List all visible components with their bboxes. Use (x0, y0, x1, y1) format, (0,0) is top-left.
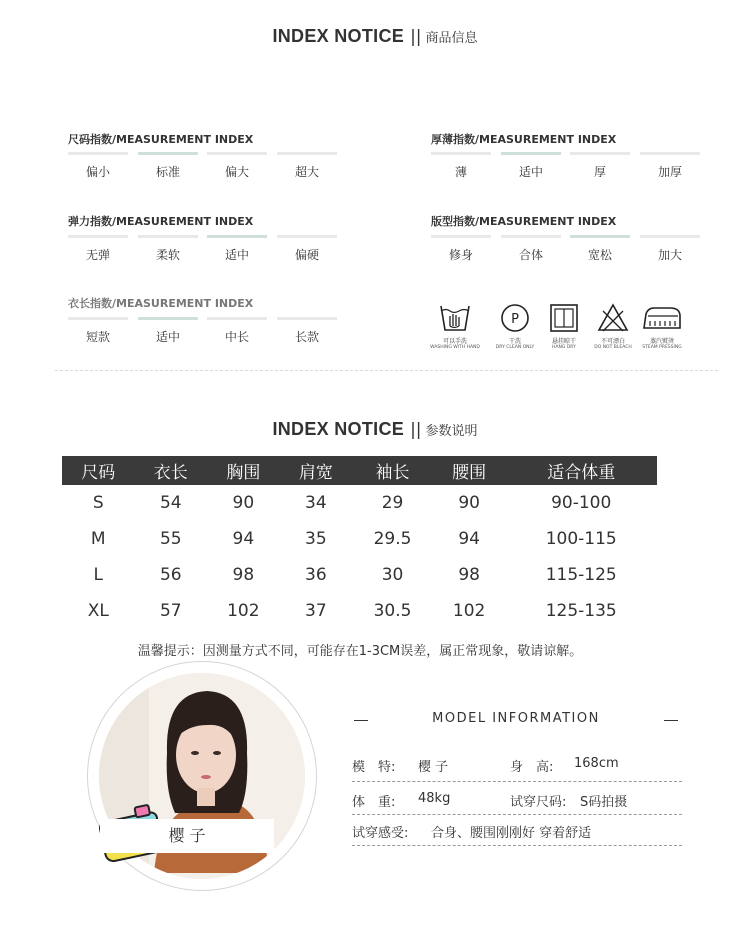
model-name-caption: 樱 子 (100, 819, 274, 853)
column-header: 胸围 (207, 456, 280, 485)
row-divider (352, 845, 682, 846)
section-divider (55, 370, 718, 371)
table-row (62, 485, 657, 521)
table-cell: 125-135 (545, 601, 617, 621)
care-label-en: WASHING WITH HAND (430, 345, 480, 350)
table-row (62, 521, 657, 557)
table-cell: 56 (159, 565, 182, 585)
care-label-en: DRY CLEAN ONLY (495, 345, 535, 350)
section-title-product-info (0, 26, 750, 47)
hand-wash-icon (438, 302, 472, 334)
model-value: 樱 子 (418, 760, 449, 775)
size-value: S码拍摄 (580, 795, 628, 810)
dry-clean-icon (498, 302, 532, 334)
care-label-cn: 不可漂白 (600, 338, 625, 345)
index-option-selected: 适中 (138, 317, 198, 345)
height-value: 168cm (574, 756, 619, 771)
table-row (62, 557, 657, 593)
care-label-en: STEAM PRESSING (642, 345, 682, 350)
index-label: 版型指数/MEASUREMENT INDEX (431, 215, 617, 228)
index-option: 偏硬 (277, 235, 337, 263)
index-option: 偏大 (207, 152, 267, 180)
index-option-selected: 适中 (501, 152, 561, 180)
column-header: 肩宽 (280, 456, 353, 485)
table-cell: S (92, 493, 104, 513)
no-bleach-icon (596, 302, 630, 334)
index-option: 超大 (277, 152, 337, 180)
table-cell: 30.5 (373, 601, 412, 621)
column-header: 袖长 (352, 456, 433, 485)
table-cell: L (93, 565, 103, 585)
table-cell: 34 (305, 493, 327, 513)
table-header-row (62, 456, 657, 485)
table-cell: M (90, 529, 106, 549)
title-en: INDEX NOTICE (272, 26, 405, 46)
index-option: 加大 (640, 235, 700, 263)
table-cell: 29 (381, 493, 404, 513)
table-cell: XL (87, 601, 109, 621)
table-cell: 98 (232, 565, 255, 585)
table-cell: 54 (159, 493, 182, 513)
table-cell: 94 (232, 529, 255, 549)
column-header: 衣长 (135, 456, 208, 485)
table-cell: 115-125 (545, 565, 617, 585)
care-label-en: DO NOT BLEACH (594, 345, 632, 350)
column-header: 尺码 (62, 456, 135, 485)
care-hand-wash (423, 302, 487, 350)
table-cell: 90-100 (551, 493, 612, 513)
weight-label: 体 重: (352, 795, 396, 810)
model-photo-frame (87, 661, 317, 891)
table-cell: 36 (305, 565, 327, 585)
index-option-selected: 适中 (207, 235, 267, 263)
index-elasticity (68, 213, 319, 262)
title-separator: || (410, 420, 422, 440)
index-option: 偏小 (68, 152, 128, 180)
heading-dash-right (664, 720, 678, 721)
table-cell: 37 (305, 601, 327, 621)
feel-value: 合身、腰围刚刚好 穿着舒适 (431, 826, 592, 841)
title-en: INDEX NOTICE (272, 419, 405, 439)
table-cell: 98 (458, 565, 480, 585)
height-label: 身 高: (510, 760, 554, 775)
index-option: 柔软 (138, 235, 198, 263)
care-label-en: HANG DRY (552, 345, 576, 350)
table-cell: 94 (458, 529, 480, 549)
care-steam-iron (630, 302, 694, 350)
index-option: 修身 (431, 235, 491, 263)
table-cell: 102 (452, 601, 486, 621)
care-label-cn: 蒸汽熨烫 (649, 338, 674, 345)
index-label: 弹力指数/MEASUREMENT INDEX (68, 215, 254, 228)
table-cell: 102 (227, 601, 260, 621)
model-info-title: MODEL INFORMATION (432, 711, 600, 726)
model-label: 模 特: (352, 760, 396, 775)
index-option: 加厚 (640, 152, 700, 180)
index-length (68, 295, 319, 344)
title-cn: 参数说明 (425, 424, 478, 439)
table-cell: 35 (305, 529, 327, 549)
index-label: 厚薄指数/MEASUREMENT INDEX (431, 133, 617, 146)
index-option: 长款 (277, 317, 337, 345)
index-thickness (431, 131, 682, 179)
measurement-notice: 温馨提示：因测量方式不同，可能存在1-3CM误差，属正常现象，敬请谅解。 (137, 644, 583, 659)
table-cell: 30 (381, 565, 404, 585)
index-label: 尺码指数/MEASUREMENT INDEX (68, 133, 254, 146)
index-option: 薄 (431, 152, 491, 180)
table-cell: 55 (159, 529, 182, 549)
table-cell: 90 (458, 493, 480, 513)
index-option: 短款 (68, 317, 128, 345)
table-cell: 100-115 (545, 529, 617, 549)
care-label-cn: 干洗 (508, 338, 521, 345)
title-cn: 商品信息 (425, 31, 478, 46)
index-option: 合体 (501, 235, 561, 263)
row-divider (352, 781, 682, 782)
hang-dry-icon (547, 302, 581, 334)
table-cell: 57 (159, 601, 182, 621)
index-label: 衣长指数/MEASUREMENT INDEX (68, 297, 254, 310)
index-fit (431, 213, 682, 262)
feel-label: 试穿感受: (352, 826, 409, 841)
column-header: 适合体重 (505, 456, 657, 485)
steam-iron-icon (640, 302, 684, 334)
svg-text:P: P (511, 312, 519, 327)
index-size (68, 131, 319, 179)
index-option-selected: 标准 (138, 152, 198, 180)
column-header: 腰围 (433, 456, 506, 485)
index-option: 无弹 (68, 235, 128, 263)
table-cell: 29.5 (373, 529, 412, 549)
size-table (62, 456, 657, 629)
weight-value: 48kg (418, 791, 451, 806)
index-option: 中长 (207, 317, 267, 345)
size-label: 试穿尺码: (510, 795, 567, 810)
index-option: 厚 (570, 152, 630, 180)
table-cell: 90 (232, 493, 255, 513)
index-option-selected: 宽松 (570, 235, 630, 263)
section-title-parameters (0, 419, 750, 440)
title-separator: || (410, 27, 422, 47)
care-label-cn: 悬挂晾干 (551, 338, 576, 345)
care-label-cn: 可以手洗 (442, 338, 467, 345)
row-divider (352, 814, 682, 815)
table-row (62, 593, 657, 629)
